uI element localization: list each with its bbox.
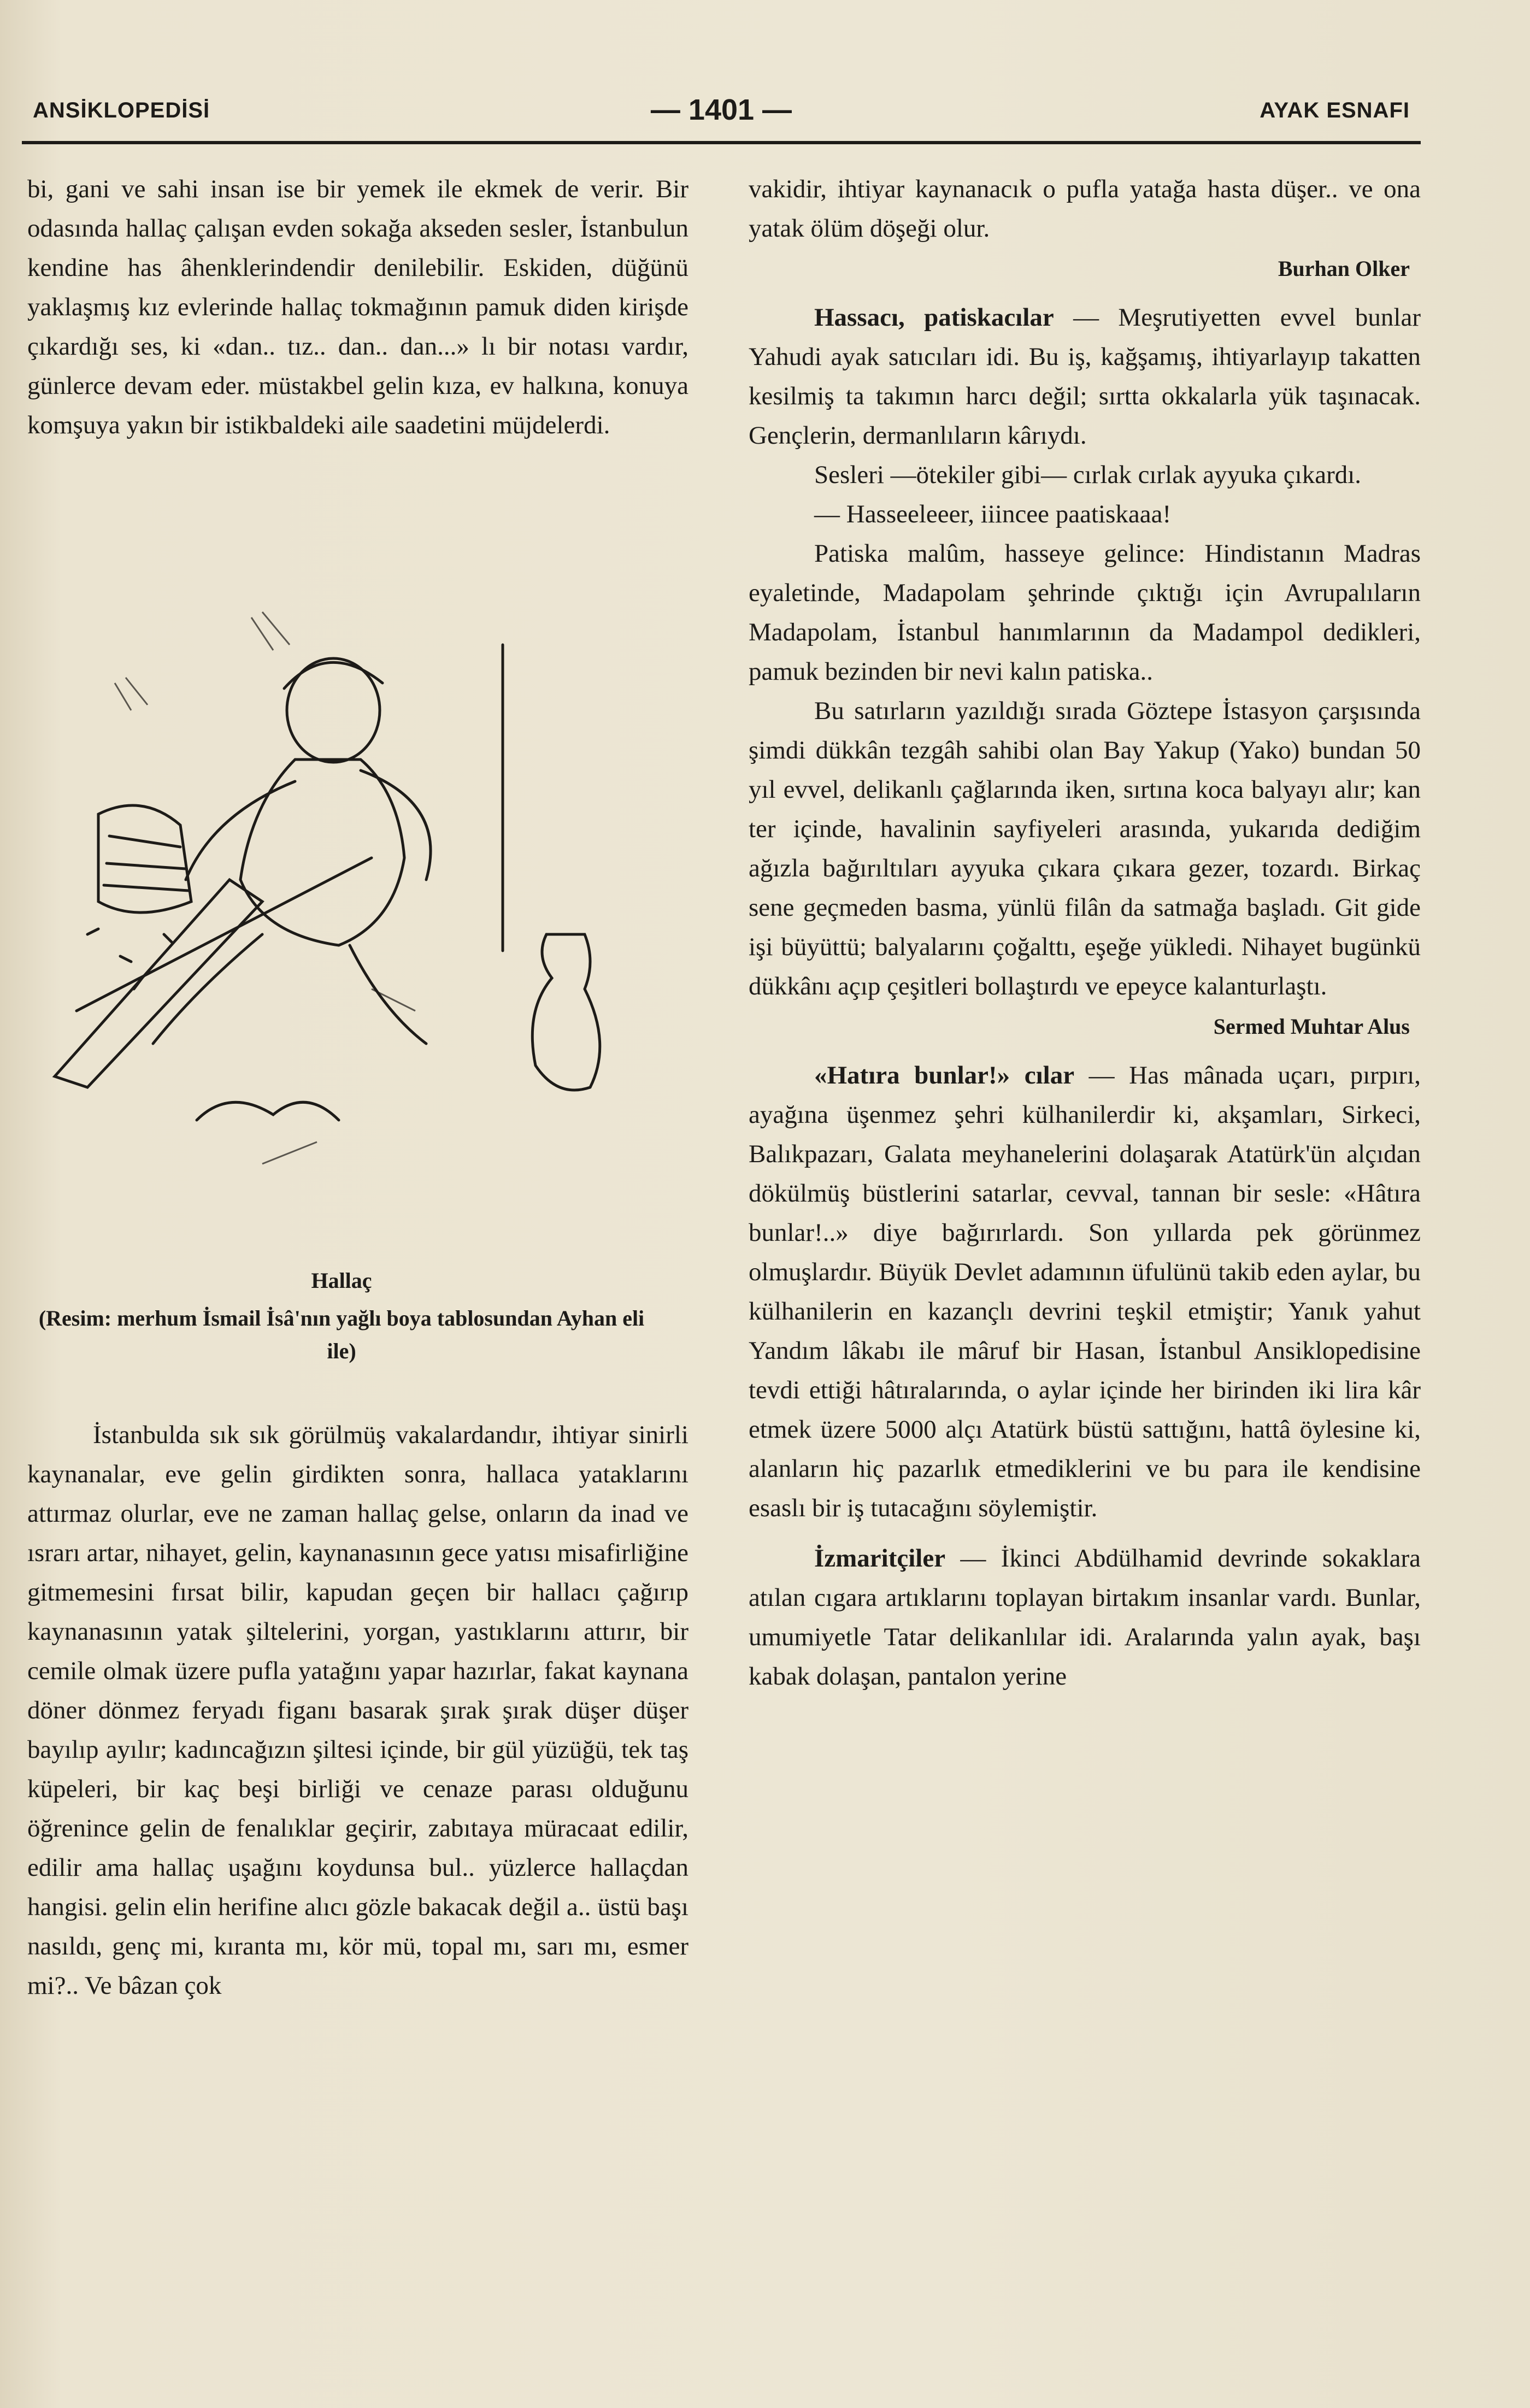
left-after-figure-paragraph: İstanbulda sık sık görülmüş vakalardandır, ihtiyar sinirli kaynanalar, eve gelin girdikten sonra, hallaca yataklarını attırmaz olurlar, eve ne zaman hallaç gelse, onların da inad ve ısrarı artar, nihayet, gelin, kaynanasının gece yatısı misafirliğine gitmemesini fırsat bilir, kapudan geçen bir hallacı çağırıp kaynanasının yatak şiltelerini, yorgan, yastıklarını attırır, bir cemile olmak üzere pufla yatağını yapar hazırlar, fakat kaynana döner dönmez feryadı figanı basarak şırak şırak düşer düşer bayılıp ayılır; kadıncağızın şiltesi içinde, bir gül yüzüğü, tek taş küpeleri, bir kaç beşi birliği ve cenaze parası olduğunu öğrenince gelin de fenalıklar geçirir, zabıtaya müracaat edilir, edilir ama hallaç uşağını koydunsa bul.. yüzlerce hallaçdan hangisi. gelin elin herifine alıcı gözle bakacak değil a.. üstü başı nasıldı, genç mi, kıranta mı, kör mü, topal mı, sarı mı, esmer mi?.. Ve bâzan çok <box>27 1421 688 2000</box>
hassaci-paragraph <box>749 298 1421 455</box>
sesleri-paragraph: Sesleri —ötekiler gibi— cırlak cırlak ayyuka çıkardı. <box>814 461 1362 489</box>
hassaci-body: — Meşrutiyetten evvel bunlar Yahudi ayak satıcıları idi. Bu iş, kağşamış, ihtiyarlayıp takatten kesilmiş ta takımın harcı değil; sırtta okkalarla yük taşınacak. Gençlerin, dermanlıların kârıydı. <box>749 303 1421 450</box>
caption-credit: (Resim: merhum İsmail İsâ'nın yağlı boya tablosundan Ayhan eli ile) <box>38 1306 645 1363</box>
patiska-paragraph: Patiska malûm, hasseye gelince: Hindistanın Madras eyaletinde, Madapolam şehrinde çıktığı için Avrupalıların Madapolam, İstanbul hanımlarının da Madampol dedikleri, pamuk bezinden bir nevi kalın patiska.. <box>749 539 1421 686</box>
hallac-drawing <box>33 596 650 1268</box>
page-number: — 1401 — <box>650 93 792 126</box>
header-right: AYAK ESNAFI <box>1260 98 1410 122</box>
figure-caption <box>33 1268 650 1368</box>
hatira-heading: «Hatıra bunlar!» cılar <box>814 1061 1075 1090</box>
hatira-paragraph <box>749 1056 1421 1528</box>
hatira-body: — Has mânada uçarı, pırpırı, ayağına üşenmez şehri külhanilerdir ki, akşamları, Sirkeci, Balıkpazarı, Galata meyhanelerini dolaşarak Atatürk'ün alçıdan dökülmüş büstlerini satarlar, cevval, tannan bir sesle: «Hâtıra bunlar!..» diye bağırırlardı. Son yıllarda pek görünmez olmuşlardır. Büyük Devlet adamının üfulünü takib eden aylar, bu külhanilerin en kazançlı devrini teşkil etmiştir; Yanık yahut Yandım lâkabı ile mâruf bir Hasan, İstanbul Ansiklopedisine tevdi ettiği hâtıralarında, o aylar içinde her birinden iki lira kâr etmek üzere 5000 alçı Atatürk büstü sattığını, hattâ öylesine ki, alanların hiç pazarlık etmediklerini ve bu para ile kendisine esaslı bir iş tutacağını söylemiştir. <box>749 1061 1421 1522</box>
hallac-illustration <box>33 596 650 1268</box>
header-left: ANSİKLOPEDİSİ <box>33 98 210 122</box>
cry-paragraph: — Hasseeleeer, iiincee paatiskaaa! <box>814 500 1172 528</box>
hassaci-heading: Hassacı, patiskacılar <box>814 303 1054 332</box>
signature-burhan-olker: Burhan Olker <box>1278 256 1410 281</box>
right-continuation: vakidir, ihtiyar kaynanacık o pufla yatağa hasta düşer.. ve ona yatak ölüm döşeği olur. <box>749 175 1421 243</box>
izmarit-body: — İkinci Abdülhamid devrinde sokaklara atılan cıgara artıklarını toplayan birtakım insanlar vardı. Bunlar, umumiyetle Tatar delikanlılar idi. Aralarında yalın ayak, başı kabak dolaşan, pantalon yerine <box>749 1544 1421 1691</box>
goztepe-paragraph: Bu satırların yazıldığı sırada Göztepe İstasyon çarşısında şimdi dükkân tezgâh sahibi olan Bay Yakup (Yako) bundan 50 yıl evvel, delikanlı çağlarında iken, sırtına koca balyayı alır; kan ter içinde, havalinin sayfiyeleri arasında, yukarıda dediğim ağızla bağırıltıları ayyuka çıkara çıkara gezer, tozardı. Birkaç sene geçmeden basma, yünlü filân da satmağa başladı. Git gide işi büyüttü; balyalarını çoğalttı, eşeğe yükledi. Nihayet bugünkü dükkânı açıp çeşitleri bollaştırdı ve epeyce kalanturlaştı. <box>749 697 1421 1000</box>
header-rule <box>22 141 1421 144</box>
signature-sermed-muhtar-alus: Sermed Muhtar Alus <box>1213 1014 1410 1039</box>
izmarit-paragraph <box>749 1539 1421 1696</box>
page-header <box>33 93 1410 137</box>
left-column-top <box>27 169 688 445</box>
left-column-bottom <box>27 1415 688 2005</box>
left-intro-paragraph: bi, gani ve sahi insan ise bir yemek ile ekmek de verir. Bir odasında hallaç çalışan evden sokağa akseden sesler, İstanbulun kendine has âhenklerindendir denilebilir. Eskiden, düğünü yaklaşmış kız evlerinde hallaç tokmağının pamuk diden kirişde çıkardığı ses, ki «dan.. tız.. dan.. dan...» lı bir notası vardır, günlerce devam eder. müstakbel gelin kıza, ev halkına, konuya komşuya yakın bir istikbaldeki aile saadetini müjdelerdi. <box>27 175 688 439</box>
izmarit-heading: İzmaritçiler <box>814 1544 946 1573</box>
caption-title: Hallaç <box>311 1268 372 1293</box>
right-column <box>749 169 1421 1696</box>
